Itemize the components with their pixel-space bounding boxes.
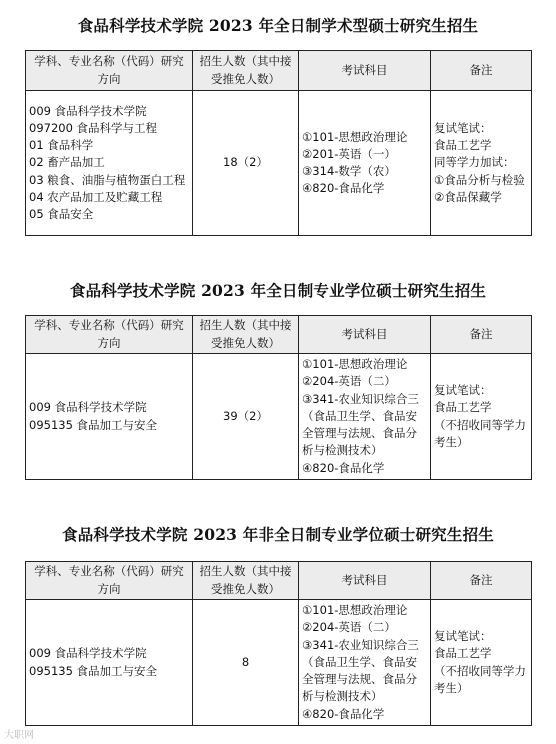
exam-line: ①101-思想政治理论 [302, 603, 408, 618]
exam-line: （食品卫生学、食品安全管理与法规、食品分析与检测技术） [302, 654, 417, 704]
header-quota: 招生人数（其中接受推免人数） [193, 51, 299, 91]
note-cell [431, 600, 532, 726]
note-line: （不招收同等学力考生） [434, 663, 526, 695]
section-1-title: 食品科学技术学院 2023 年全日制学术型硕士研究生招生 [77, 16, 479, 35]
section-2-title: 食品科学技术学院 2023 年全日制专业学位硕士研究生招生 [69, 281, 487, 300]
note-line: 食品工艺学 [434, 138, 492, 153]
note-cell [431, 354, 532, 480]
exam-line: ④820-食品化学 [302, 460, 385, 475]
exam-line: ①101-思想政治理论 [302, 129, 408, 144]
exam-line: ③341-农业知识综合三 [302, 637, 419, 652]
header-note: 备注 [431, 562, 532, 600]
major-line: 097200 食品科学与工程 [29, 120, 158, 135]
header-note: 备注 [431, 51, 532, 91]
header-quota: 招生人数（其中接受推免人数） [193, 562, 299, 600]
watermark-logo: 大职网 [4, 730, 34, 741]
table-header-row [26, 316, 532, 354]
table-header-row [26, 562, 532, 600]
exam-line: ③314-数学（农） [302, 164, 396, 178]
major-cell [26, 354, 193, 480]
note-line: 食品工艺学 [434, 400, 492, 415]
exam-line: ④820-食品化学 [302, 706, 385, 721]
note-line: 同等学力加试： [434, 155, 515, 170]
section-3-title: 食品科学技术学院 2023 年非全日制专业学位硕士研究生招生 [62, 525, 494, 544]
exam-cell [299, 354, 431, 480]
exam-line: ③341-农业知识综合三 [302, 391, 419, 406]
section-1-table [25, 50, 532, 236]
section-2-table [25, 315, 532, 480]
note-line: 复试笔试： [434, 120, 492, 135]
major-line: 05 食品安全 [29, 207, 94, 221]
exam-line: ②204-英语（二） [302, 620, 396, 635]
header-exam: 考试科目 [299, 316, 431, 354]
major-line: 04 农产品加工及贮藏工程 [29, 189, 163, 204]
note-line: 复试笔试： [434, 383, 492, 398]
exam-cell [299, 91, 431, 236]
major-cell [26, 600, 193, 726]
table-header-row [26, 51, 532, 91]
note-line: ②食品保藏学 [434, 189, 502, 204]
header-note: 备注 [431, 316, 532, 354]
exam-line: ②201-英语（一） [302, 146, 396, 161]
exam-cell [299, 600, 431, 726]
major-line: 009 食品科学技术学院 [29, 646, 147, 661]
major-line: 009 食品科学技术学院 [29, 400, 147, 415]
major-line: 03 粮食、油脂与植物蛋白工程 [29, 172, 186, 187]
major-line: 009 食品科学技术学院 [29, 103, 147, 118]
quota-cell: 18（2） [193, 91, 299, 236]
header-exam: 考试科目 [299, 562, 431, 600]
note-line: ①食品分析与检验 [434, 172, 525, 187]
exam-line: （食品卫生学、食品安全管理与法规、食品分析与检测技术） [302, 408, 417, 458]
header-major: 学科、专业名称（代码）研究方向 [26, 562, 193, 600]
exam-line: ②204-英语（二） [302, 374, 396, 389]
major-line: 01 食品科学 [29, 138, 94, 153]
header-major: 学科、专业名称（代码）研究方向 [26, 51, 193, 91]
header-exam: 考试科目 [299, 51, 431, 91]
note-line: （不招收同等学力考生） [434, 417, 526, 449]
header-quota: 招生人数（其中接受推免人数） [193, 316, 299, 354]
quota-cell: 39（2） [193, 354, 299, 480]
table-row [26, 600, 532, 726]
note-line: 食品工艺学 [434, 646, 492, 661]
exam-line: ①101-思想政治理论 [302, 357, 408, 372]
section-3-table [25, 561, 532, 726]
table-row [26, 354, 532, 480]
major-line: 095135 食品加工与安全 [29, 417, 158, 432]
note-cell [431, 91, 532, 236]
major-line: 02 畜产品加工 [29, 155, 105, 170]
header-major: 学科、专业名称（代码）研究方向 [26, 316, 193, 354]
table-row [26, 91, 532, 236]
major-cell [26, 91, 193, 236]
exam-line: ④820-食品化学 [302, 181, 385, 196]
major-line: 095135 食品加工与安全 [29, 663, 158, 678]
note-line: 复试笔试： [434, 629, 492, 644]
quota-cell: 8 [193, 600, 299, 726]
